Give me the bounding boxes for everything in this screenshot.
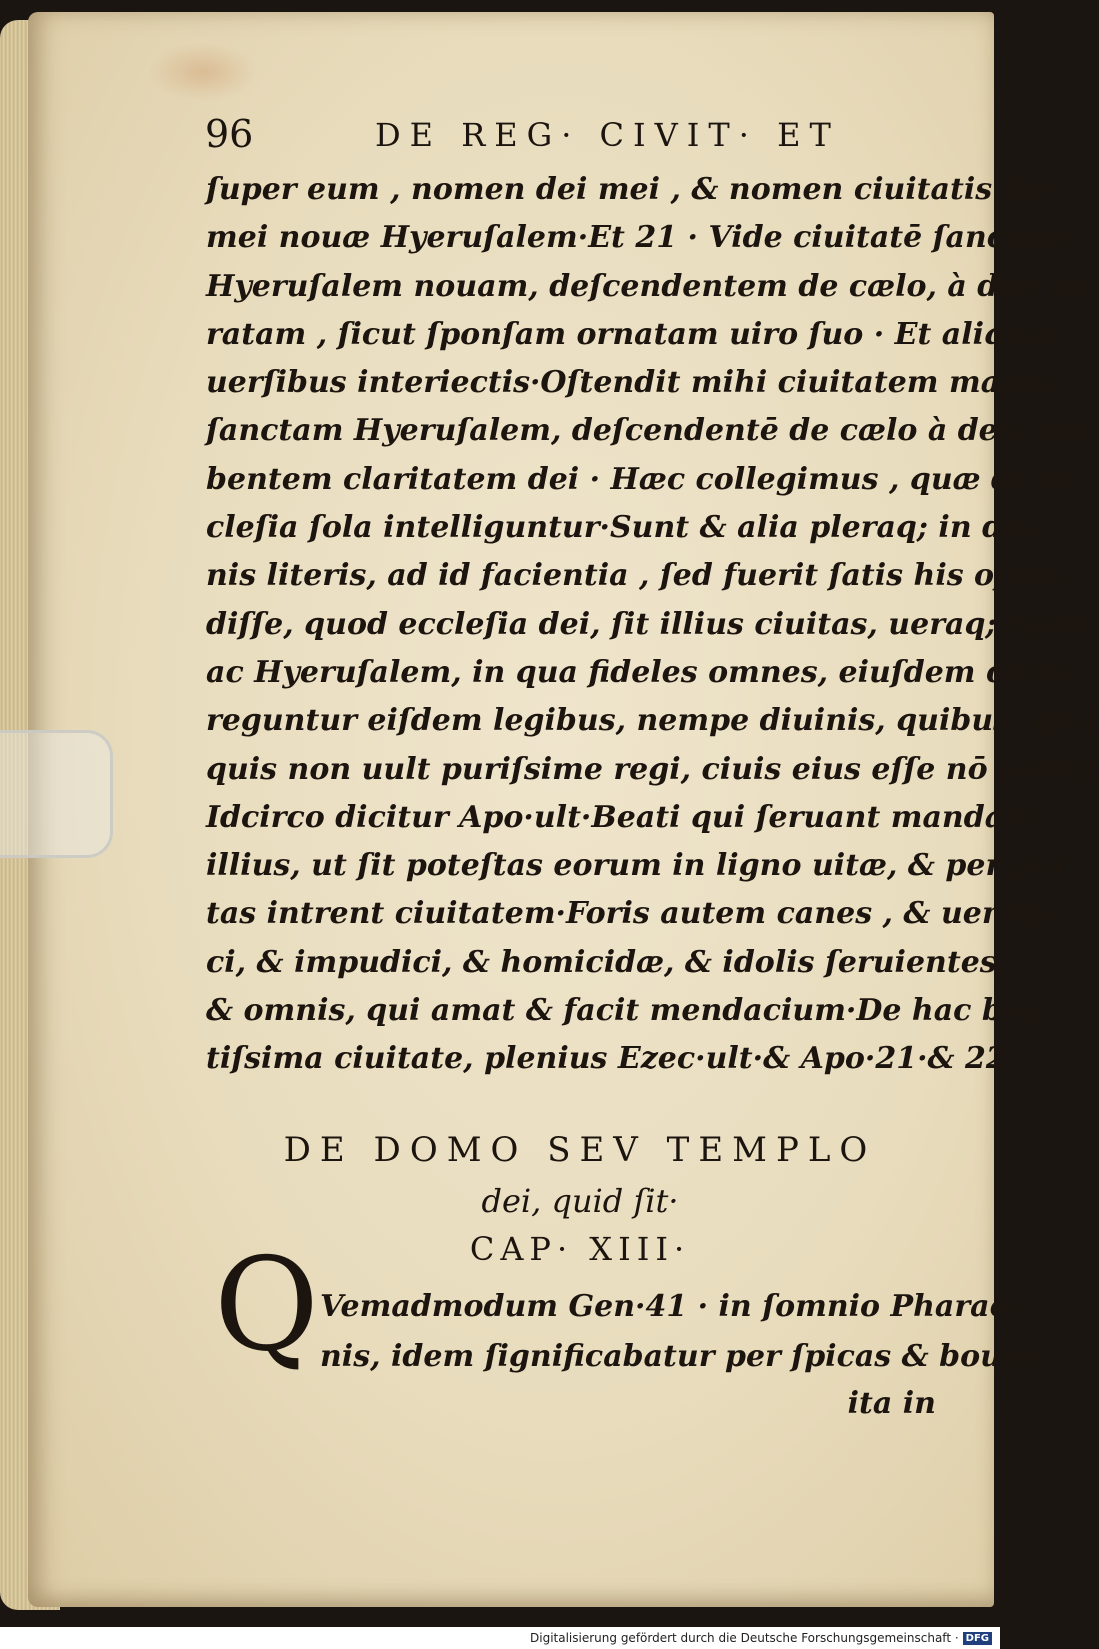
chapter-subtitle: dei, quid ſit· [481,1182,679,1220]
chapter-number: CAP· XIII· [469,1230,691,1268]
text-line: & omnis, qui amat & facit mendacium·De hac bea [206,993,1042,1029]
running-head: DE REG· CIVIT· ET [375,116,840,154]
dfg-logo-icon: DFG [963,1632,992,1645]
chapter-opening [320,1282,1038,1382]
digitization-footer [0,1627,1000,1649]
text-line: diſſe, quod eccleſia dei, ſit illius ciuitas, ueraq; Syon [206,606,1088,642]
text-line: ratam , ſicut ſponſam ornatam uiro ſuo · Et aliquot [206,316,1061,352]
page-number: 96 [205,112,254,156]
drop-cap-initial: Q [214,1231,319,1380]
text-line: Vemadmodum Gen·41 · in ſomnio Pharao- [320,1289,1023,1324]
text-line: uerſibus interiectis·Oſtendit mihi ciuitatem magnā [206,365,1063,401]
text-line: Idcirco dicitur Apo·ult·Beati qui ſeruant mandata [206,799,1038,835]
text-line: reguntur eiſdem legibus, nempe diuinis, quibus, quiſ [206,703,1099,739]
chapter-title: DE DOMO SEV TEMPLO [283,1130,877,1170]
text-line: nis, idem ſignificabatur per ſpicas & boues [320,1339,1038,1374]
text-line: ſuper eum , nomen dei mei , & nomen ciuitatis dei [206,172,1055,207]
text-line: bentem claritatem dei · Hæc collegimus , quæ de ec- [206,461,1092,497]
text-line: ac Hyeruſalem, in qua fideles omnes, eiuſdem ciues, [206,654,1084,690]
text-line: quis non uult puriſsime regi, ciuis eius eſſe nō poteſt [206,751,1099,787]
body-text [206,166,1099,1084]
book-clip [0,730,113,858]
text-line: Hyeruſalem nouam, deſcendentem de cælo, à deo pa [206,268,1089,304]
text-line: ſanctam Hyeruſalem, deſcendentē de cælo à deo, ha- [206,413,1093,449]
catchword: ita in [847,1386,936,1421]
text-line: tiſsima ciuitate, plenius Ezec·ult·& Apo·21·& 22· [206,1041,1018,1077]
text-line: illius, ut ſit poteſtas eorum in ligno uitæ, & per por [206,848,1069,884]
text-line: nis literis, ad id facientia , ſed fuerit ſatis his oſten- [206,558,1075,594]
text-line: cleſia ſola intelliguntur·Sunt & alia pleraq; in diui [206,510,1048,546]
text-line: mei nouæ Hyeruſalem·Et 21 · Vide ciuitatē ſanctam [206,220,1071,256]
paper-stain [148,42,258,102]
text-line: tas intrent ciuitatem·Foris autem canes , & uenefi- [206,896,1058,932]
text-line: ci, & impudici, & homicidæ, & idolis ſeruientes, [206,944,1008,980]
footer-text: Digitalisierung gefördert durch die Deutsche Forschungsgemeinschaft · [530,1631,959,1645]
